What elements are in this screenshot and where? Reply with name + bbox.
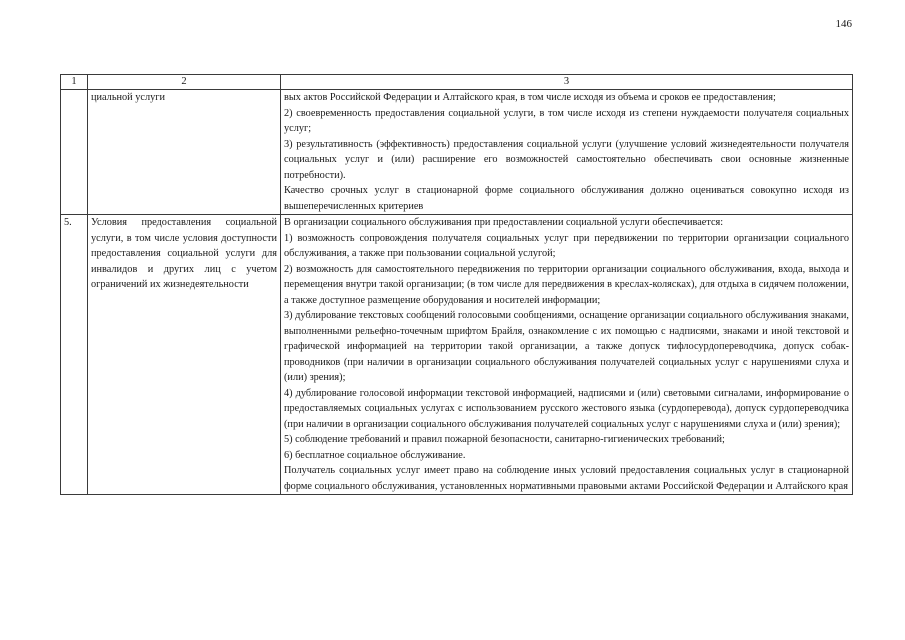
table-row-5 xyxy=(61,215,853,495)
description-paragraph: 3) дублирование текстовых сообщений голосовыми сообщениями, оснащение организации социального обслуживания знаками, выполненными рельефно-точечным шрифтом Брайля, ознакомление с их помощью с надписями, знаками и иной текстовой и графической информацией на территории такой организации, а также допуск тифлосурдопереводчика, допуск собак-проводников (при наличии в организации социального обслуживания получателей социальных услуг с нарушениями слуха и (или) зрения); xyxy=(284,310,849,383)
description-paragraph: 6) бесплатное социальное обслуживание. xyxy=(284,449,466,461)
row-number-cell: 5. xyxy=(61,215,88,495)
service-name-cell: Условия предоставления социальной услуги, в том числе условия доступности предоставления социальной услуги для инвалидов и других лиц с учетом ограничений их жизнедеятельности xyxy=(88,215,281,495)
description-paragraph: 2) своевременность предоставления социальной услуги, в том числе исходя из степени нуждаемости получателя социальных услуг; xyxy=(284,107,849,134)
description-paragraph: вых актов Российской Федерации и Алтайского края, в том числе исходя из объема и сроков ее предоставления; xyxy=(284,92,776,103)
description-paragraph: 4) дублирование голосовой информации текстовой информацией, надписями и (или) световыми сигналами, информирование о предоставляемых социальных услугах с использованием русского жестового языка (сурдоперевода), допуск сурдопереводчика (при наличии в организации социального обслуживания получателей социальных услуг с нарушениями слуха и (или) зрения); xyxy=(284,387,849,430)
description-paragraph: Качество срочных услуг в стационарной форме социального обслуживания должно оцениваться совокупно исходя из вышеперечисленных критериев xyxy=(284,185,849,212)
description-paragraph: В организации социального обслуживания при предоставлении социальной услуги обеспечивается: xyxy=(284,217,724,228)
row-number-cell xyxy=(61,90,88,215)
table-row-continuation xyxy=(61,90,853,215)
description-cell xyxy=(281,215,853,495)
description-paragraph: 2) возможность для самостоятельного передвижения по территории организации социального обслуживания, входа, выхода и перемещения внутри такой организации; (в том числе для передвижения в креслах-колясках), для отдыха в сидячем положении, а также доступное размещение оборудования и носителей информации; xyxy=(284,263,849,306)
description-paragraph: 1) возможность сопровождения получателя социальных услуг при передвижении по территории организации социального обслуживания, а также при пользовании социальной услугой; xyxy=(284,232,849,259)
header-col-1: 1 xyxy=(61,75,88,90)
description-paragraph: Получатель социальных услуг имеет право на соблюдение иных условий предоставления социальных услуг в стационарной форме социального обслуживания, установленных нормативными правовыми актами Российской Федерации и Алтайского края xyxy=(284,465,849,492)
table-header-row xyxy=(61,75,853,90)
header-col-2: 2 xyxy=(88,75,281,90)
description-paragraph: 3) результативность (эффективность) предоставления социальной услуги (улучшение условий жизнедеятельности получателя социальных услуг и (или) расширение его возможностей самостоятельно обеспечивать свои основные жизненные потребности). xyxy=(284,138,849,181)
page-number: 146 xyxy=(835,18,852,30)
services-table xyxy=(60,74,853,495)
description-cell xyxy=(281,90,853,215)
header-col-3: 3 xyxy=(281,75,853,90)
service-name-cell: циальной услуги xyxy=(88,90,281,215)
description-paragraph: 5) соблюдение требований и правил пожарной безопасности, санитарно-гигиенических требований; xyxy=(284,434,725,445)
